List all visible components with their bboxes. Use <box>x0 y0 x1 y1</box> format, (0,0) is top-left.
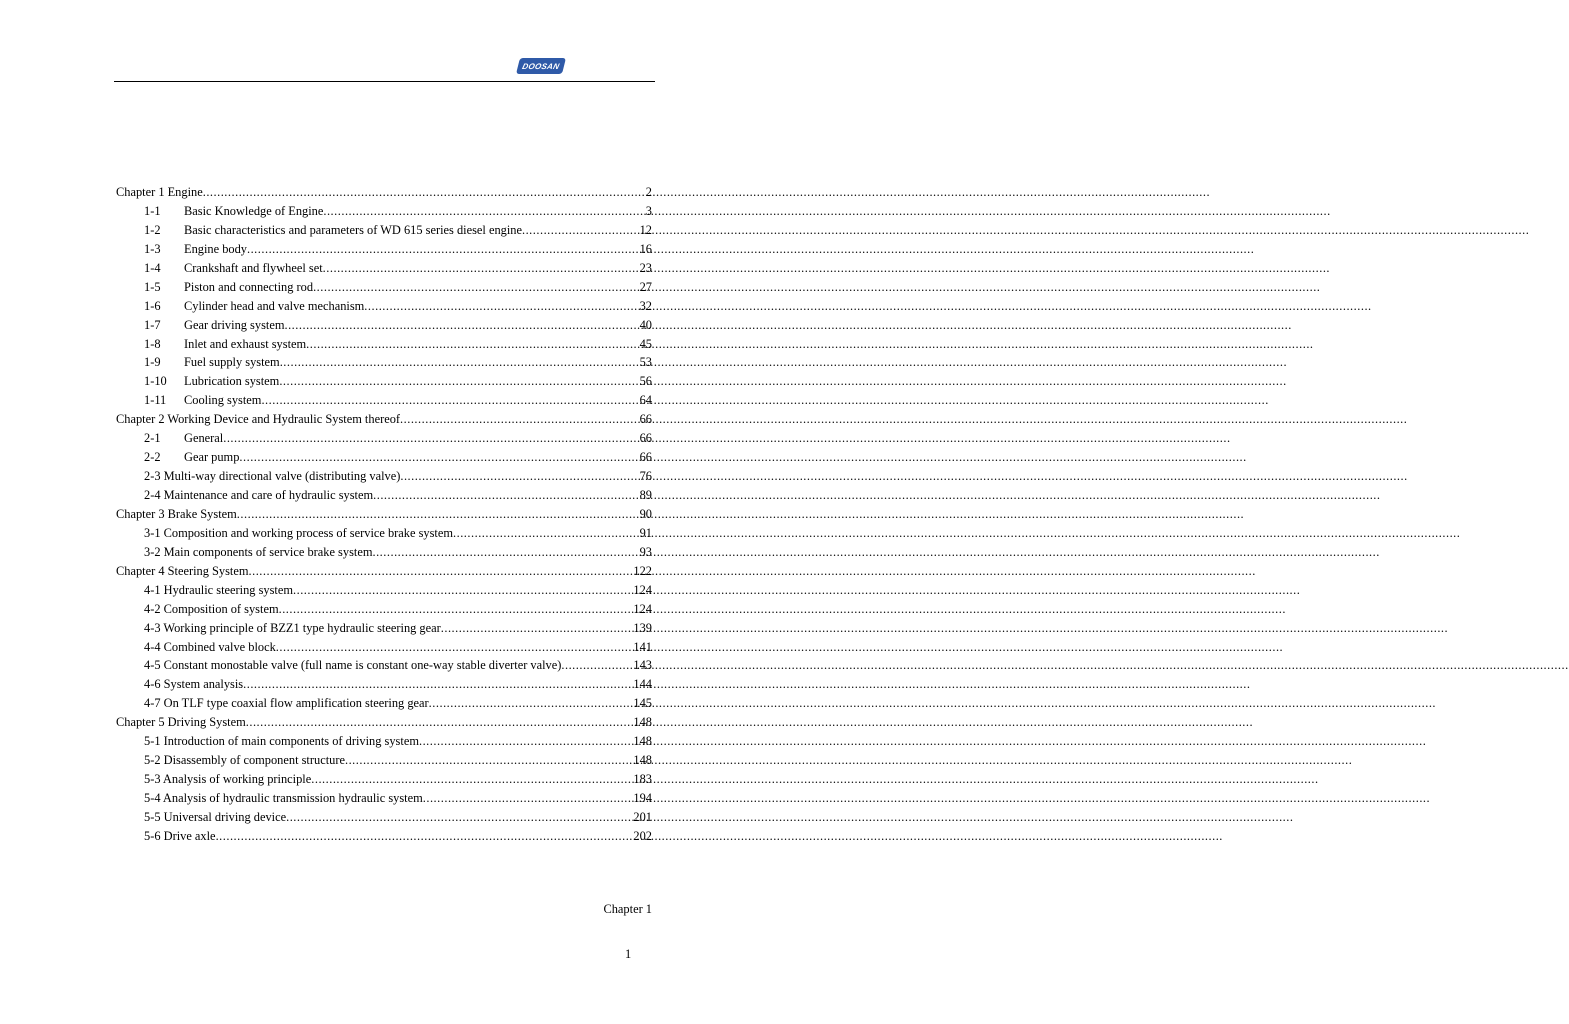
toc-entry-page: 122 <box>633 563 652 578</box>
toc-entry-title: 3-1 Composition and working process of service brake system <box>144 525 454 540</box>
toc-entry-page: 66 <box>639 450 652 465</box>
toc-dot-leader <box>247 240 639 259</box>
toc-section-entry[interactable] <box>116 543 652 562</box>
toc-entry-title: Basic characteristics and parameters of WD 615 series diesel engine <box>184 222 522 237</box>
toc-entry-title: 4-7 On TLF type coaxial flow amplification steering gear <box>144 696 429 711</box>
toc-dot-leader <box>279 600 633 619</box>
toc-section-entry[interactable] <box>116 372 652 391</box>
toc-entry-title: Piston and connecting rod <box>184 279 314 294</box>
toc-entry-title: Basic Knowledge of Engine <box>184 203 324 218</box>
toc-chapter-entry[interactable] <box>116 562 652 581</box>
toc-entry-page: 64 <box>639 393 652 408</box>
toc-section-entry[interactable] <box>116 600 652 619</box>
toc-entry-page: 89 <box>639 488 652 502</box>
toc-entry-page: 148 <box>633 753 652 768</box>
toc-entry-title: Cylinder head and valve mechanism <box>184 298 365 313</box>
toc-section-entry[interactable] <box>116 202 652 221</box>
toc-dot-leader <box>419 732 632 751</box>
toc-section-entry[interactable] <box>116 429 652 448</box>
toc-entry-title: Engine body <box>184 241 247 256</box>
toc-dot-leader <box>239 448 638 467</box>
toc-section-entry[interactable] <box>116 827 652 846</box>
toc-section-entry[interactable] <box>116 391 652 410</box>
toc-dot-leader <box>323 259 639 278</box>
logo-text: DOOSAN <box>521 61 561 71</box>
toc-entry-page: 145 <box>633 696 652 711</box>
toc-entry-title: 4-3 Working principle of BZZ1 type hydraulic steering gear <box>144 620 441 635</box>
toc-dot-leader <box>373 486 638 505</box>
toc-section-entry[interactable] <box>116 732 652 751</box>
toc-entry-title: 4-6 System analysis <box>144 677 244 692</box>
toc-entry-title: Cooling system <box>184 393 262 408</box>
toc-entry-title: Crankshaft and flywheel set <box>184 260 323 275</box>
toc-dot-leader <box>237 505 639 524</box>
toc-entry-page: 2 <box>645 185 652 199</box>
toc-entry-title: 4-4 Combined valve block <box>144 639 276 654</box>
toc-section-entry[interactable] <box>116 448 652 467</box>
toc-entry-title: 4-2 Composition of system <box>144 601 279 616</box>
toc-entry-title: 4-5 Constant monostable valve (full name is constant one-way stable diverter valve) <box>144 658 562 673</box>
toc-entry-page: 12 <box>639 222 652 237</box>
toc-entry-title: 5-4 Analysis of hydraulic transmission hydraulic system <box>144 791 423 805</box>
doosan-logo <box>516 58 566 74</box>
table-of-contents <box>116 183 652 846</box>
toc-entry-page: 76 <box>639 469 652 484</box>
toc-entry-title: Fuel supply system <box>184 355 280 370</box>
toc-chapter-entry[interactable] <box>116 410 652 429</box>
toc-entry-number: 2-1 <box>144 431 161 446</box>
toc-dot-leader <box>276 638 633 657</box>
toc-dot-leader <box>345 751 632 770</box>
toc-dot-leader <box>246 713 633 732</box>
toc-dot-leader <box>453 524 639 543</box>
toc-entry-page: 3 <box>645 203 652 218</box>
toc-chapter-entry[interactable] <box>116 505 652 524</box>
footer-chapter-label: Chapter 1 <box>603 902 652 916</box>
toc-dot-leader <box>306 335 638 354</box>
toc-dot-leader <box>280 353 639 372</box>
toc-dot-leader <box>364 297 638 316</box>
toc-section-entry[interactable] <box>116 581 652 600</box>
toc-dot-leader <box>311 770 632 789</box>
toc-entry-number: 1-8 <box>144 336 161 351</box>
toc-entry-title: 5-1 Introduction of main components of driving system <box>144 734 419 749</box>
toc-entry-number: 1-2 <box>144 222 161 237</box>
toc-entry-page: 93 <box>639 544 652 559</box>
toc-entry-number: 1-4 <box>144 260 161 275</box>
page-number: 1 <box>625 947 632 961</box>
toc-section-entry[interactable] <box>116 297 652 316</box>
toc-dot-leader <box>293 581 632 600</box>
toc-dot-leader <box>243 675 632 694</box>
toc-entry-number: 1-7 <box>144 317 161 332</box>
toc-entry-title: Inlet and exhaust system <box>184 336 307 351</box>
toc-dot-leader <box>313 278 639 297</box>
toc-entry-page: 16 <box>639 241 652 256</box>
toc-dot-leader <box>400 467 638 486</box>
toc-entry-page: 40 <box>639 317 652 332</box>
toc-entry-title: 4-1 Hydraulic steering system <box>144 582 293 597</box>
toc-section-entry[interactable] <box>116 789 652 808</box>
toc-entry-title: Chapter 4 Steering System <box>116 563 249 578</box>
toc-entry-title: 2-4 Maintenance and care of hydraulic system <box>144 488 374 502</box>
toc-entry-page: 141 <box>633 639 652 654</box>
toc-dot-leader <box>372 543 638 562</box>
toc-dot-leader <box>400 410 639 429</box>
toc-entry-title: 5-6 Drive axle <box>144 828 216 843</box>
toc-section-entry[interactable] <box>116 486 652 505</box>
toc-entry-number: 1-11 <box>144 393 167 408</box>
toc-entry-page: 148 <box>633 734 652 749</box>
toc-dot-leader <box>522 221 639 240</box>
toc-dot-leader <box>423 789 633 808</box>
toc-section-entry[interactable] <box>116 656 652 675</box>
toc-entry-page: 194 <box>633 791 652 805</box>
toc-dot-leader <box>279 372 638 391</box>
toc-entry-title: Gear pump <box>184 450 240 465</box>
toc-entry-title: 5-5 Universal driving device <box>144 809 287 824</box>
toc-section-entry[interactable] <box>116 278 652 297</box>
toc-entry-page: 66 <box>639 431 652 446</box>
toc-entry-number: 1-10 <box>144 374 167 389</box>
toc-dot-leader <box>223 429 638 448</box>
toc-dot-leader <box>216 827 633 846</box>
toc-entry-title: 3-2 Main components of service brake system <box>144 544 373 559</box>
toc-entry-page: 23 <box>639 260 652 275</box>
toc-dot-leader <box>284 316 638 335</box>
toc-section-entry[interactable] <box>116 259 652 278</box>
toc-entry-number: 2-2 <box>144 450 161 465</box>
toc-entry-title: Lubrication system <box>184 374 280 389</box>
toc-entry-page: 66 <box>639 412 652 427</box>
toc-entry-title: General <box>184 431 224 446</box>
toc-dot-leader <box>249 562 633 581</box>
toc-section-entry[interactable] <box>116 221 652 240</box>
toc-dot-leader <box>261 391 638 410</box>
toc-entry-title: 5-3 Analysis of working principle <box>144 772 312 787</box>
page-header <box>114 54 655 82</box>
toc-entry-page: 148 <box>633 715 652 730</box>
toc-entry-page: 91 <box>639 525 652 540</box>
toc-entry-page: 124 <box>633 601 652 616</box>
toc-entry-number: 1-9 <box>144 355 161 370</box>
toc-dot-leader <box>203 183 645 202</box>
toc-entry-page: 32 <box>639 298 652 313</box>
toc-entry-title: 2-3 Multi-way directional valve (distributing valve) <box>144 469 401 484</box>
toc-entry-number: 1-3 <box>144 241 161 256</box>
toc-dot-leader <box>561 656 632 675</box>
toc-entry-title: Chapter 2 Working Device and Hydraulic System thereof <box>116 412 401 427</box>
toc-entry-title: Chapter 5 Driving System <box>116 715 246 730</box>
toc-section-entry[interactable] <box>116 619 652 638</box>
toc-section-entry[interactable] <box>116 675 652 694</box>
toc-entry-title: Chapter 1 Engine <box>116 185 203 199</box>
toc-entry-page: 27 <box>639 279 652 294</box>
toc-entry-page: 45 <box>639 336 652 351</box>
toc-dot-leader <box>429 694 633 713</box>
toc-entry-page: 201 <box>633 809 652 824</box>
toc-entry-page: 56 <box>639 374 652 389</box>
toc-entry-page: 53 <box>639 355 652 370</box>
toc-entry-title: Chapter 3 Brake System <box>116 506 237 521</box>
toc-entry-page: 183 <box>633 772 652 787</box>
toc-entry-title: Gear driving system <box>184 317 285 332</box>
toc-chapter-entry[interactable] <box>116 713 652 732</box>
toc-section-entry[interactable] <box>116 353 652 372</box>
toc-section-entry[interactable] <box>116 808 652 827</box>
toc-dot-leader <box>441 619 633 638</box>
toc-section-entry[interactable] <box>116 316 652 335</box>
toc-section-entry[interactable] <box>116 638 652 657</box>
toc-section-entry[interactable] <box>116 751 652 770</box>
toc-entry-number: 1-6 <box>144 298 161 313</box>
toc-section-entry[interactable] <box>116 240 652 259</box>
toc-chapter-entry[interactable] <box>116 183 652 202</box>
toc-entry-number: 1-5 <box>144 279 161 294</box>
toc-entry-page: 144 <box>633 677 652 692</box>
toc-dot-leader <box>323 202 644 221</box>
toc-section-entry[interactable] <box>116 694 652 713</box>
toc-dot-leader <box>286 808 632 827</box>
toc-section-entry[interactable] <box>116 770 652 789</box>
toc-entry-page: 143 <box>633 658 652 673</box>
toc-entry-page: 90 <box>639 506 652 521</box>
toc-entry-page: 202 <box>633 828 652 843</box>
toc-section-entry[interactable] <box>116 524 652 543</box>
toc-entry-page: 139 <box>633 620 652 635</box>
toc-entry-page: 124 <box>633 582 652 597</box>
toc-entry-number: 1-1 <box>144 203 161 218</box>
toc-section-entry[interactable] <box>116 335 652 354</box>
toc-section-entry[interactable] <box>116 467 652 486</box>
toc-entry-title: 5-2 Disassembly of component structure <box>144 753 345 768</box>
